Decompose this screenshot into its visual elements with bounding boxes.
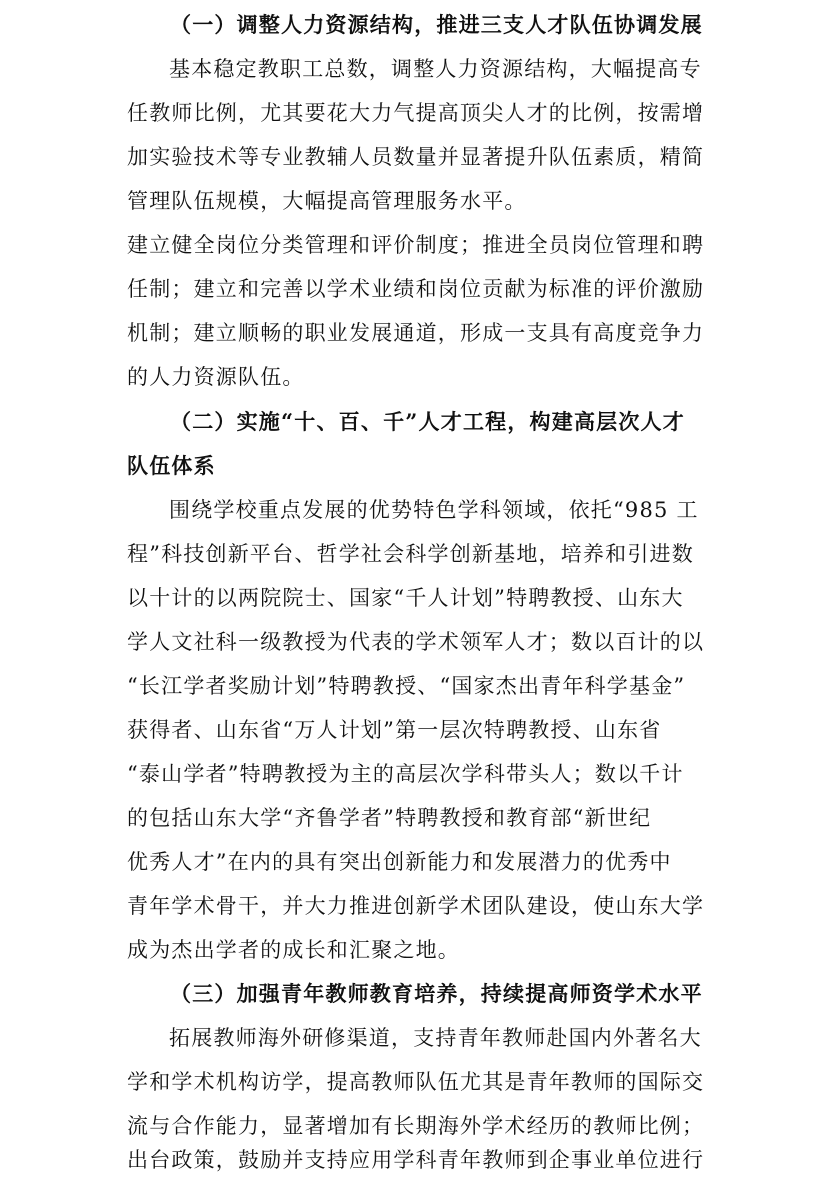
paragraph-line: 获得者、山东省“万人计划”第一层次特聘教授、山东省 — [127, 718, 662, 742]
paragraph-line: 成为杰出学者的成长和汇聚之地。 — [127, 938, 460, 962]
paragraph-line: 学和学术机构访学，提高教师队伍尤其是青年教师的国际交 — [127, 1070, 705, 1094]
paragraph-line: “长江学者奖励计划”特聘教授、“国家杰出青年科学基金” — [127, 674, 686, 698]
section-heading-2-continued: 队伍体系 — [127, 453, 216, 478]
paragraph-line: 管理队伍规模，大幅提高管理服务水平。 — [127, 189, 527, 213]
paragraph-line: 以十计的以两院院士、国家“千人计划”特聘教授、山东大 — [127, 586, 684, 610]
section-heading-1: （一）调整人力资源结构，推进三支人才队伍协调发展 — [170, 12, 703, 37]
paragraph-line: 基本稳定教职工总数，调整人力资源结构，大幅提高专 — [169, 57, 702, 81]
paragraph-line: 任教师比例，尤其要花大力气提高顶尖人才的比例，按需增 — [127, 101, 705, 125]
paragraph-line: 任制；建立和完善以学术业绩和岗位贡献为标准的评价激励 — [127, 277, 705, 301]
paragraph-line: 优秀人才”在内的具有突出创新能力和发展潜力的优秀中 — [127, 850, 672, 874]
paragraph-line: 围绕学校重点发展的优势特色学科领域，依托“985 工 — [169, 498, 699, 522]
paragraph-line: 的包括山东大学“齐鲁学者”特聘教授和教育部“新世纪 — [127, 806, 652, 830]
paragraph-line: 加实验技术等专业教辅人员数量并显著提升队伍素质，精简 — [127, 145, 705, 169]
paragraph-line: 程”科技创新平台、哲学社会科学创新基地，培养和引进数 — [127, 542, 694, 566]
paragraph-line: 拓展教师海外研修渠道，支持青年教师赴国内外著名大 — [169, 1026, 702, 1050]
paragraph-line: 流与合作能力，显著增加有长期海外学术经历的教师比例； — [127, 1114, 705, 1138]
section-heading-3: （三）加强青年教师教育培养，持续提高师资学术水平 — [170, 981, 703, 1006]
paragraph-line: 机制；建立顺畅的职业发展通道，形成一支具有高度竞争力 — [127, 321, 705, 345]
paragraph-line: 的人力资源队伍。 — [127, 365, 305, 389]
paragraph-line: 青年学术骨干，并大力推进创新学术团队建设，使山东大学 — [127, 894, 705, 918]
section-heading-2: （二）实施“十、百、千”人才工程，构建高层次人才 — [170, 409, 685, 434]
paragraph-line: 学人文社科一级教授为代表的学术领军人才；数以百计的以 — [127, 630, 705, 654]
paragraph-line: 建立健全岗位分类管理和评价制度；推进全员岗位管理和聘 — [127, 233, 705, 257]
paragraph-line: “泰山学者”特聘教授为主的高层次学科带头人；数以千计 — [127, 762, 684, 786]
paragraph-line: 出台政策，鼓励并支持应用学科青年教师到企事业单位进行 — [127, 1148, 705, 1172]
